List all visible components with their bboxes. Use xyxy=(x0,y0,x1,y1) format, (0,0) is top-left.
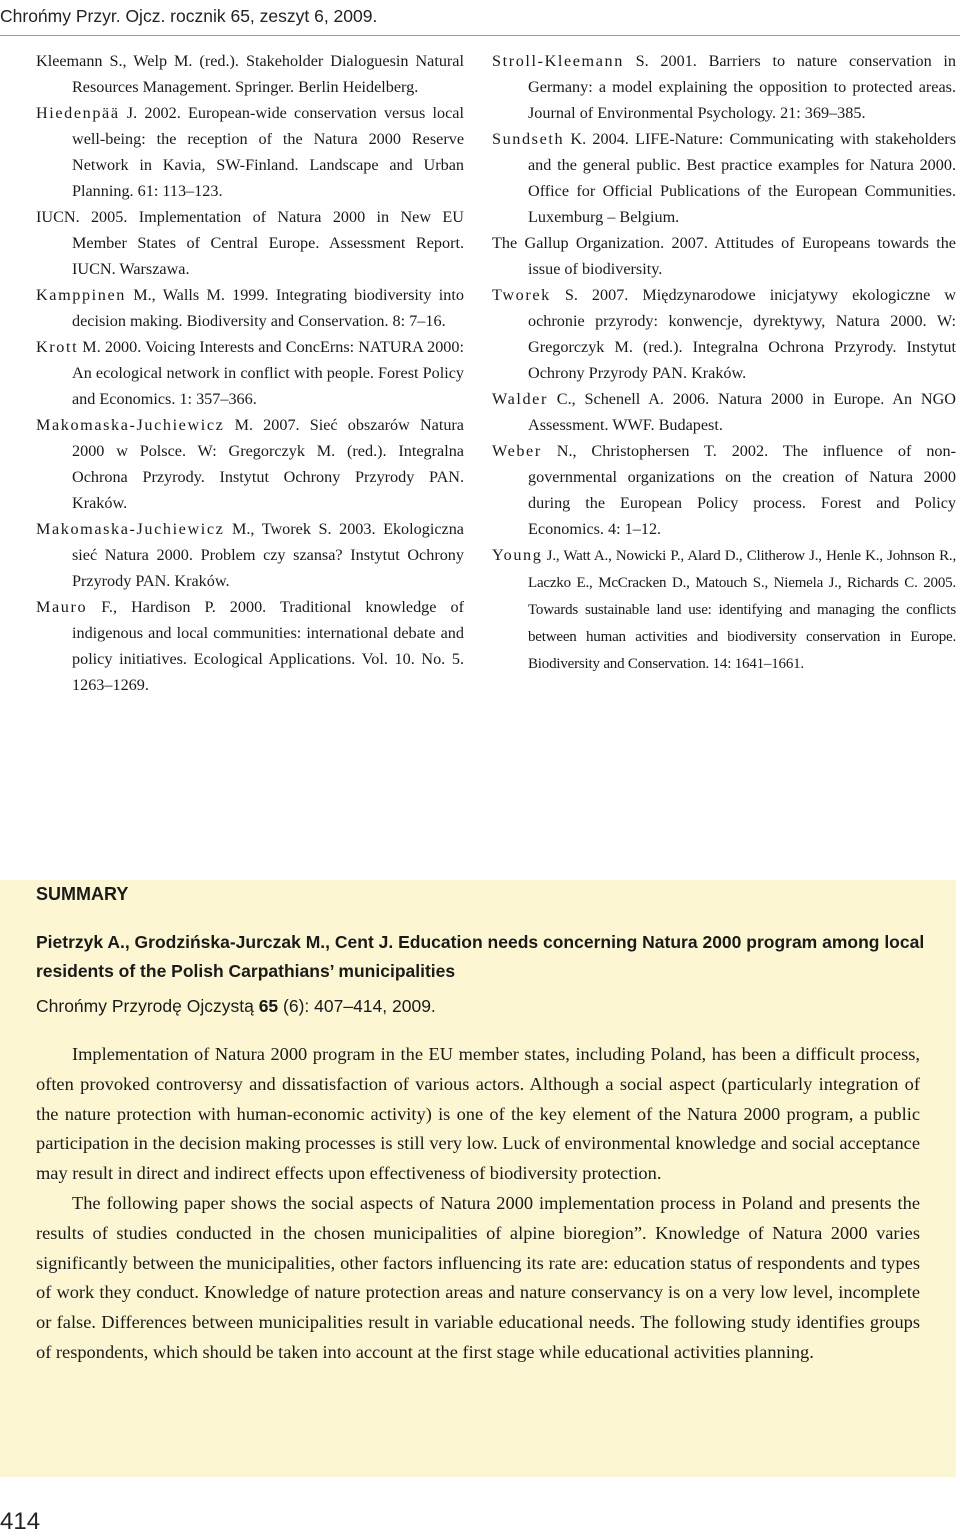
header-divider xyxy=(0,35,960,36)
summary-journal-reference xyxy=(36,996,436,1017)
reference-authors: Makomaska-Juchiewicz xyxy=(36,520,225,538)
references-right-column xyxy=(492,48,956,677)
reference-text: Kleemann S., Welp M. (red.). Stakeholder Dialoguesin Natural Resources Management. Springer. Berlin Heidelberg. xyxy=(36,52,464,96)
reference-entry xyxy=(36,516,464,594)
reference-entry xyxy=(36,204,464,282)
reference-entry xyxy=(36,594,464,698)
reference-text: The Gallup Organization. 2007. Attitudes of Europeans towards the issue of biodiversity. xyxy=(492,234,956,278)
reference-text: S. 2001. Barriers to nature conservation in Germany: a model explaining the opposition to protected areas. Journal of Environmental Psychology. 21: 369–385. xyxy=(528,52,956,122)
running-header: Chrońmy Przyr. Ojcz. rocznik 65, zeszyt 6, 2009. xyxy=(0,6,378,26)
reference-authors: Makomaska-Juchiewicz xyxy=(36,416,225,434)
reference-entry xyxy=(36,100,464,204)
reference-text: M., Walls M. 1999. Integrating biodiversity into decision making. Biodiversity and Conservation. 8: 7–16. xyxy=(72,286,464,330)
reference-authors: Walder xyxy=(492,390,548,408)
reference-entry xyxy=(36,412,464,516)
reference-entry xyxy=(492,438,956,542)
reference-authors: Hiedenpää xyxy=(36,104,120,122)
reference-authors: Tworek xyxy=(492,286,551,304)
reference-text: M. 2007. Sieć obszarów Natura 2000 w Polsce. W: Gregorczyk M. (red.). Integralna Ochrona Przyrody. Instytut Ochrony Przyrody PAN. Kraków. xyxy=(72,416,464,512)
reference-text: K. 2004. LIFE-Nature: Communicating with stakeholders and the general public. Best practice examples for Natura 2000. Office for Official Publications of the European Communities. Luxemburg – Belgium. xyxy=(528,130,956,226)
reference-entry xyxy=(492,126,956,230)
reference-text: M. 2000. Voicing Interests and ConcErns: NATURA 2000: An ecological network in conflict with people. Forest Policy and Economics. 1: 357–366. xyxy=(72,338,464,408)
journal-volume: 65 xyxy=(258,996,279,1016)
page-number: 414 xyxy=(0,1508,41,1535)
reference-text: C., Schenell A. 2006. Natura 2000 in Europe. An NGO Assessment. WWF. Budapest. xyxy=(528,390,956,434)
reference-authors: Young xyxy=(492,546,543,564)
reference-text: N., Christophersen T. 2002. The influence of non-governmental organizations on the creation of Natura 2000 during the European Policy process. Forest and Policy Economics. 4: 1–12. xyxy=(528,442,956,538)
reference-authors: Mauro xyxy=(36,598,88,616)
reference-authors: Sundseth xyxy=(492,130,565,148)
reference-text: M., Tworek S. 2003. Ekologiczna sieć Natura 2000. Problem czy szansa? Instytut Ochrony Przyrody PAN. Kraków. xyxy=(72,520,464,590)
reference-text: J. 2002. European-wide conservation versus local well-being: the reception of the Natura 2000 Reserve Network in Kavia, SW-Finland. Landscape and Urban Planning. 61: 113–123. xyxy=(72,104,464,200)
summary-heading: SUMMARY xyxy=(36,884,129,904)
reference-authors: Stroll-Kleemann xyxy=(492,52,624,70)
reference-entry xyxy=(492,542,956,677)
reference-text: J., Watt A., Nowicki P., Alard D., Clitherow J., Henle K., Johnson R., Laczko E., McCracken D., Matouch S., Niemela J., Richards C. 2005. Towards sustainable land use: identifying and managing the conflicts between human activities and biodiversity conservation in Europe. Biodiversity and Conservation. 14: 1641–1661. xyxy=(528,548,956,672)
abstract-paragraph: Implementation of Natura 2000 program in the EU member states, including Poland, has been a difficult process, often provoked controversy and dissatisfaction of various actors. Although a social aspect (particularly integration of the nature protection with human-economic activity) is one of the key element of the Natura 2000 program, a public participation in the decision making processes is still very low. Luck of environmental knowledge and social acceptance may result in direct and indirect effects upon effectiveness of biodiversity protection. xyxy=(36,1044,920,1184)
summary-citation: Pietrzyk A., Grodzińska-Jurczak M., Cent J. Education needs concerning Natura 2000 program among local residents of the Polish Carpathians’ municipalities xyxy=(36,932,925,981)
reference-entry xyxy=(36,334,464,412)
reference-entry xyxy=(492,230,956,282)
reference-authors: Krott xyxy=(36,338,79,356)
journal-name: Chrońmy Przyrodę Ojczystą xyxy=(36,996,259,1016)
reference-text: IUCN. 2005. Implementation of Natura 2000 in New EU Member States of Central Europe. Assessment Report. IUCN. Warszawa. xyxy=(36,208,464,278)
journal-issue-pages: (6): 407–414, 2009. xyxy=(278,996,436,1016)
reference-entry xyxy=(492,282,956,386)
reference-text: S. 2007. Międzynarodowe inicjatywy ekologiczne w ochronie przyrody: konwencje, dyrektywy, Natura 2000. W: Gregorczyk M. (red.). Integralna Ochrona Przyrody. Instytut Ochrony Przyrody PAN. Kraków. xyxy=(528,286,956,382)
summary-abstract xyxy=(36,1040,920,1368)
reference-entry xyxy=(36,282,464,334)
reference-entry xyxy=(36,48,464,100)
reference-text: F., Hardison P. 2000. Traditional knowledge of indigenous and local communities: international debate and policy initiatives. Ecological Applications. Vol. 10. No. 5. 1263–1269. xyxy=(72,598,464,694)
references-left-column xyxy=(36,48,464,698)
abstract-paragraph: The following paper shows the social aspects of Natura 2000 implementation process in Poland and presents the results of studies conducted in the chosen municipalities of alpine bioregion”. Knowledge of Natura 2000 varies significantly between the municipalities, other factors influencing its rate are: education status of respondents and types of work they conduct. Knowledge of nature protection areas and nature conservancy is on a very low level, incomplete or false. Differences between municipalities result in variable educational needs. The following study identifies groups of respondents, which should be taken into account at the first stage while educational activities planning. xyxy=(36,1192,920,1362)
reference-entry xyxy=(492,48,956,126)
reference-authors: Kamppinen xyxy=(36,286,126,304)
reference-entry xyxy=(492,386,956,438)
reference-authors: Weber xyxy=(492,442,542,460)
